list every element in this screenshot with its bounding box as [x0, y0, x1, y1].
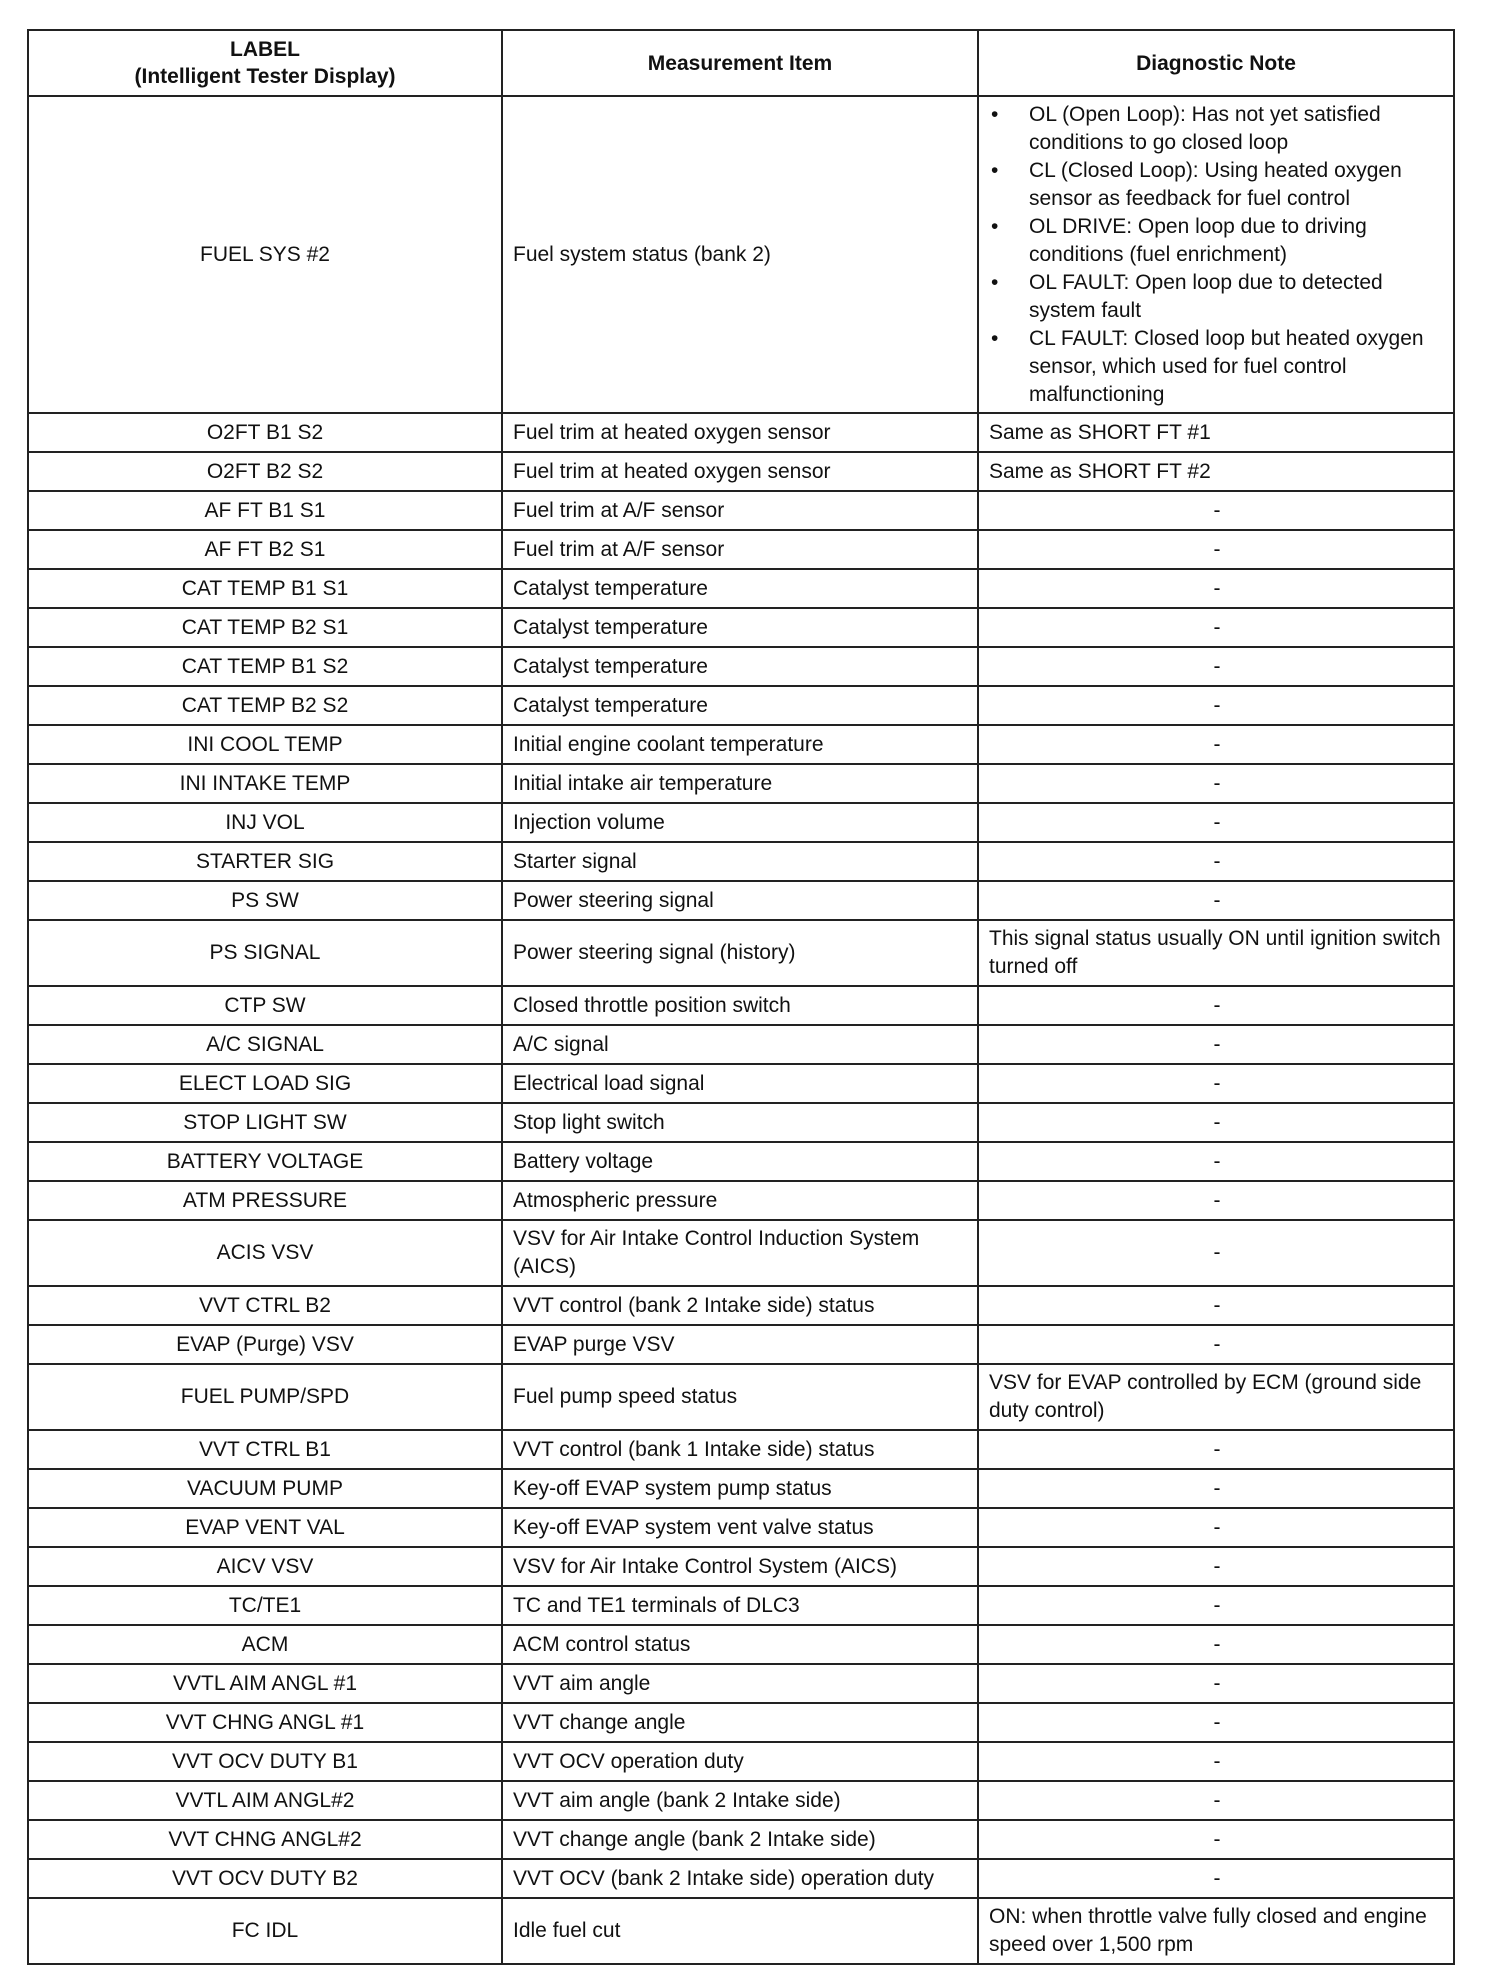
row-diagnostic-note: -	[978, 1430, 1454, 1469]
row-diagnostic-note	[978, 96, 1454, 413]
row-measurement-item: Initial intake air temperature	[502, 764, 978, 803]
table-row	[28, 986, 1454, 1025]
row-diagnostic-note: -	[978, 530, 1454, 569]
row-measurement-item: Catalyst temperature	[502, 608, 978, 647]
row-label: VVT CHNG ANGL #1	[28, 1703, 502, 1742]
row-label: BATTERY VOLTAGE	[28, 1142, 502, 1181]
table-row	[28, 413, 1454, 452]
row-measurement-item: Catalyst temperature	[502, 569, 978, 608]
note-bullet: • CL (Closed Loop): Using heated oxygen sensor as feedback for fuel control	[1029, 157, 1445, 213]
label-column-header	[28, 30, 502, 96]
row-diagnostic-note: Same as SHORT FT #2	[978, 452, 1454, 491]
row-label: O2FT B2 S2	[28, 452, 502, 491]
table-row	[28, 920, 1454, 986]
row-label: AICV VSV	[28, 1547, 502, 1586]
row-diagnostic-note: -	[978, 881, 1454, 920]
table-row	[28, 96, 1454, 413]
table-row	[28, 1064, 1454, 1103]
header-row	[28, 30, 1454, 96]
row-diagnostic-note: -	[978, 1586, 1454, 1625]
table-row	[28, 1859, 1454, 1898]
row-measurement-item: Electrical load signal	[502, 1064, 978, 1103]
data-list-table	[27, 29, 1455, 1965]
row-label: PS SW	[28, 881, 502, 920]
row-label: ATM PRESSURE	[28, 1181, 502, 1220]
table-row	[28, 1547, 1454, 1586]
row-label: CAT TEMP B2 S2	[28, 686, 502, 725]
table-row	[28, 1103, 1454, 1142]
table-row	[28, 881, 1454, 920]
row-measurement-item: A/C signal	[502, 1025, 978, 1064]
row-measurement-item: Fuel trim at A/F sensor	[502, 491, 978, 530]
table-row	[28, 1703, 1454, 1742]
row-measurement-item: Initial engine coolant temperature	[502, 725, 978, 764]
row-label: PS SIGNAL	[28, 920, 502, 986]
row-measurement-item: VVT aim angle	[502, 1664, 978, 1703]
row-label: VVT CTRL B1	[28, 1430, 502, 1469]
row-label: A/C SIGNAL	[28, 1025, 502, 1064]
table-row	[28, 1142, 1454, 1181]
row-label: INJ VOL	[28, 803, 502, 842]
row-label: VVTL AIM ANGL#2	[28, 1781, 502, 1820]
table-row	[28, 452, 1454, 491]
row-measurement-item: VSV for Air Intake Control Induction System (AICS)	[502, 1220, 978, 1286]
row-measurement-item: EVAP purge VSV	[502, 1325, 978, 1364]
row-measurement-item: Power steering signal	[502, 881, 978, 920]
note-bullet: • CL FAULT: Closed loop but heated oxygen sensor, which used for fuel control malfunctioning	[1029, 325, 1445, 409]
row-diagnostic-note: -	[978, 764, 1454, 803]
row-label: VACUUM PUMP	[28, 1469, 502, 1508]
row-label: VVT CTRL B2	[28, 1286, 502, 1325]
row-label: CTP SW	[28, 986, 502, 1025]
row-measurement-item: VVT OCV operation duty	[502, 1742, 978, 1781]
table-row	[28, 1898, 1454, 1964]
row-diagnostic-note: -	[978, 1325, 1454, 1364]
row-label: STOP LIGHT SW	[28, 1103, 502, 1142]
row-diagnostic-note: -	[978, 608, 1454, 647]
row-label: STARTER SIG	[28, 842, 502, 881]
row-diagnostic-note: -	[978, 725, 1454, 764]
row-measurement-item: Starter signal	[502, 842, 978, 881]
row-measurement-item: Fuel system status (bank 2)	[502, 96, 978, 413]
table-row	[28, 491, 1454, 530]
row-label: VVT OCV DUTY B2	[28, 1859, 502, 1898]
row-label: FUEL PUMP/SPD	[28, 1364, 502, 1430]
table-row	[28, 764, 1454, 803]
row-diagnostic-note: -	[978, 1103, 1454, 1142]
measurement-column-header: Measurement Item	[502, 30, 978, 96]
fuel-status-note-list	[989, 99, 1445, 411]
row-measurement-item: ACM control status	[502, 1625, 978, 1664]
row-label: ACM	[28, 1625, 502, 1664]
label-header-line1: LABEL	[230, 38, 300, 61]
note-bullet: • OL DRIVE: Open loop due to driving conditions (fuel enrichment)	[1029, 213, 1445, 269]
row-label: INI INTAKE TEMP	[28, 764, 502, 803]
row-diagnostic-note: This signal status usually ON until ignition switch turned off	[978, 920, 1454, 986]
row-diagnostic-note: -	[978, 569, 1454, 608]
row-measurement-item: Key-off EVAP system pump status	[502, 1469, 978, 1508]
row-measurement-item: VVT change angle	[502, 1703, 978, 1742]
row-diagnostic-note: -	[978, 803, 1454, 842]
table-row	[28, 842, 1454, 881]
row-diagnostic-note: -	[978, 1781, 1454, 1820]
row-diagnostic-note: -	[978, 1220, 1454, 1286]
row-measurement-item: Atmospheric pressure	[502, 1181, 978, 1220]
row-measurement-item: VVT change angle (bank 2 Intake side)	[502, 1820, 978, 1859]
row-label: AF FT B1 S1	[28, 491, 502, 530]
row-label: EVAP VENT VAL	[28, 1508, 502, 1547]
table-row	[28, 1286, 1454, 1325]
row-measurement-item: Stop light switch	[502, 1103, 978, 1142]
row-diagnostic-note: VSV for EVAP controlled by ECM (ground side duty control)	[978, 1364, 1454, 1430]
row-label: INI COOL TEMP	[28, 725, 502, 764]
row-measurement-item: Fuel trim at heated oxygen sensor	[502, 452, 978, 491]
row-measurement-item: Battery voltage	[502, 1142, 978, 1181]
row-label: FUEL SYS #2	[28, 96, 502, 413]
row-diagnostic-note: -	[978, 1703, 1454, 1742]
row-diagnostic-note: -	[978, 986, 1454, 1025]
row-diagnostic-note: -	[978, 686, 1454, 725]
row-measurement-item: VVT OCV (bank 2 Intake side) operation duty	[502, 1859, 978, 1898]
row-label: CAT TEMP B1 S1	[28, 569, 502, 608]
table-row	[28, 803, 1454, 842]
row-measurement-item: Closed throttle position switch	[502, 986, 978, 1025]
row-diagnostic-note: -	[978, 842, 1454, 881]
row-label: VVT CHNG ANGL#2	[28, 1820, 502, 1859]
row-diagnostic-note: -	[978, 1181, 1454, 1220]
table-row	[28, 1742, 1454, 1781]
row-diagnostic-note: -	[978, 491, 1454, 530]
table-row	[28, 1781, 1454, 1820]
label-header-line2: (Intelligent Tester Display)	[134, 65, 396, 88]
table-row	[28, 1508, 1454, 1547]
row-measurement-item: VVT control (bank 2 Intake side) status	[502, 1286, 978, 1325]
note-bullet: • OL (Open Loop): Has not yet satisfied conditions to go closed loop	[1029, 101, 1445, 157]
row-measurement-item: Power steering signal (history)	[502, 920, 978, 986]
row-measurement-item: VSV for Air Intake Control System (AICS)	[502, 1547, 978, 1586]
row-label: O2FT B1 S2	[28, 413, 502, 452]
table-row	[28, 1625, 1454, 1664]
row-label: AF FT B2 S1	[28, 530, 502, 569]
table-row	[28, 1325, 1454, 1364]
row-measurement-item: Key-off EVAP system vent valve status	[502, 1508, 978, 1547]
table-row	[28, 1586, 1454, 1625]
row-measurement-item: VVT control (bank 1 Intake side) status	[502, 1430, 978, 1469]
table-row	[28, 1469, 1454, 1508]
row-diagnostic-note: -	[978, 1859, 1454, 1898]
row-label: CAT TEMP B2 S1	[28, 608, 502, 647]
table-row	[28, 608, 1454, 647]
table-row	[28, 530, 1454, 569]
table-row	[28, 1820, 1454, 1859]
table-row	[28, 1181, 1454, 1220]
row-diagnostic-note: ON: when throttle valve fully closed and engine speed over 1,500 rpm	[978, 1898, 1454, 1964]
row-label: VVTL AIM ANGL #1	[28, 1664, 502, 1703]
row-diagnostic-note: -	[978, 1286, 1454, 1325]
row-diagnostic-note: -	[978, 1508, 1454, 1547]
row-diagnostic-note: -	[978, 647, 1454, 686]
row-diagnostic-note: -	[978, 1469, 1454, 1508]
row-measurement-item: Injection volume	[502, 803, 978, 842]
row-diagnostic-note: -	[978, 1547, 1454, 1586]
row-label: TC/TE1	[28, 1586, 502, 1625]
row-diagnostic-note: -	[978, 1142, 1454, 1181]
row-measurement-item: Fuel trim at heated oxygen sensor	[502, 413, 978, 452]
row-diagnostic-note: -	[978, 1664, 1454, 1703]
row-diagnostic-note: -	[978, 1625, 1454, 1664]
table-row	[28, 1025, 1454, 1064]
row-label: FC IDL	[28, 1898, 502, 1964]
table-row	[28, 647, 1454, 686]
note-bullet: • OL FAULT: Open loop due to detected system fault	[1029, 269, 1445, 325]
row-diagnostic-note: -	[978, 1820, 1454, 1859]
row-measurement-item: VVT aim angle (bank 2 Intake side)	[502, 1781, 978, 1820]
row-diagnostic-note: Same as SHORT FT #1	[978, 413, 1454, 452]
table-row	[28, 1220, 1454, 1286]
row-diagnostic-note: -	[978, 1742, 1454, 1781]
row-label: ACIS VSV	[28, 1220, 502, 1286]
note-column-header: Diagnostic Note	[978, 30, 1454, 96]
table-row	[28, 1664, 1454, 1703]
row-diagnostic-note: -	[978, 1025, 1454, 1064]
table-row	[28, 569, 1454, 608]
row-label: ELECT LOAD SIG	[28, 1064, 502, 1103]
row-label: EVAP (Purge) VSV	[28, 1325, 502, 1364]
row-label: VVT OCV DUTY B1	[28, 1742, 502, 1781]
row-measurement-item: Catalyst temperature	[502, 647, 978, 686]
table-row	[28, 1364, 1454, 1430]
row-measurement-item: Fuel trim at A/F sensor	[502, 530, 978, 569]
row-measurement-item: TC and TE1 terminals of DLC3	[502, 1586, 978, 1625]
row-diagnostic-note: -	[978, 1064, 1454, 1103]
table-row	[28, 725, 1454, 764]
table-row	[28, 686, 1454, 725]
table-row	[28, 1430, 1454, 1469]
row-measurement-item: Fuel pump speed status	[502, 1364, 978, 1430]
row-measurement-item: Idle fuel cut	[502, 1898, 978, 1964]
row-measurement-item: Catalyst temperature	[502, 686, 978, 725]
row-label: CAT TEMP B1 S2	[28, 647, 502, 686]
